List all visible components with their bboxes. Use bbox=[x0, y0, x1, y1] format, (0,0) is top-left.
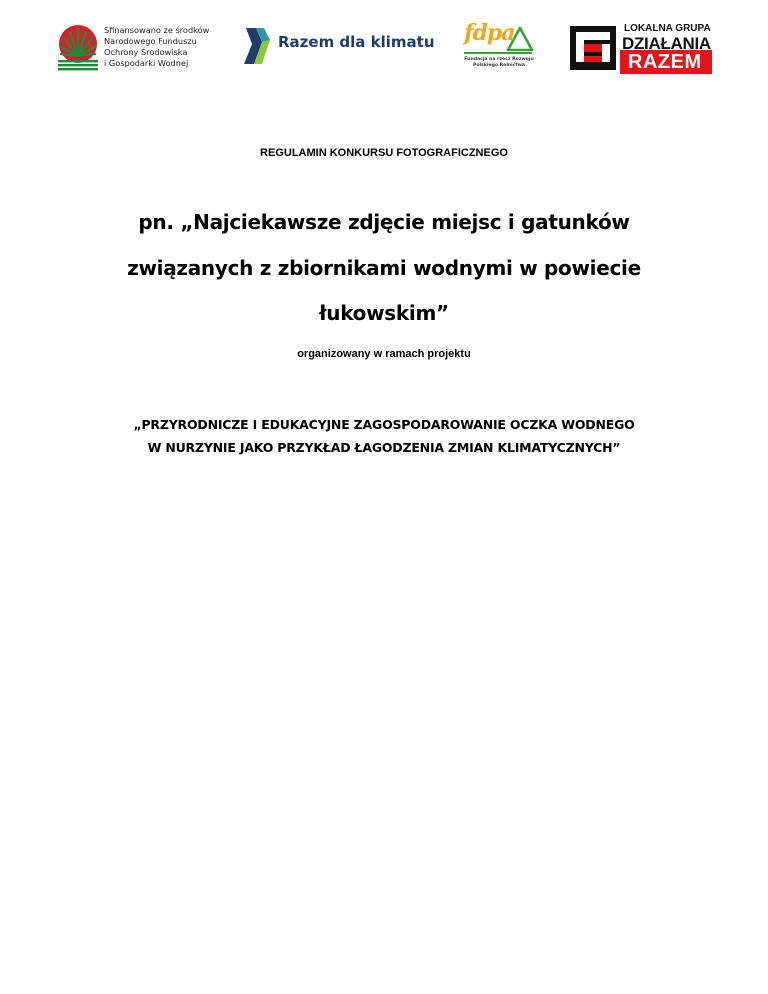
lgd-line-2: DZIAŁANIA bbox=[622, 34, 711, 53]
fdpa-wordmark: fdpa bbox=[464, 20, 515, 46]
nfosigw-caption-line: i Gospodarki Wodnej bbox=[104, 58, 189, 68]
nfosigw-caption-line: Narodowego Funduszu bbox=[104, 36, 197, 46]
lgd-line-3: RAZEM bbox=[628, 51, 702, 73]
fdpa-subtitle-line: Polskiego Rolnictwa bbox=[473, 63, 525, 68]
ribbon-icon bbox=[240, 26, 276, 66]
fdpa-subtitle bbox=[460, 57, 538, 69]
nfosigw-caption bbox=[104, 25, 229, 69]
razem-dla-klimatu-text: Razem dla klimatu bbox=[278, 33, 435, 51]
project-name-line: „PRZYRODNICZE I EDUKACYJNE ZAGOSPODAROWANIE OCZKA WODNEGO bbox=[133, 417, 635, 432]
nfosigw-logo bbox=[56, 22, 226, 72]
nfosigw-caption-line: Ochrony Środowiska bbox=[104, 47, 188, 57]
title-line: pn. „Najciekawsze zdjęcie miejsc i gatunków bbox=[138, 210, 630, 234]
title-line: związanych z zbiornikami wodnymi w powiecie bbox=[127, 256, 641, 280]
fdpa-logo bbox=[460, 20, 538, 74]
organized-note: organizowany w ramach projektu bbox=[297, 348, 471, 360]
razem-dla-klimatu-logo bbox=[240, 26, 435, 66]
lgd-razem-logo bbox=[570, 20, 712, 74]
project-name-line: W NURZYNIE JAKO PRZYKŁAD ŁAGODZENIA ZMIAN KLIMATYCZNYCH” bbox=[147, 440, 621, 455]
lgd-line-1: LOKALNA GRUPA bbox=[624, 23, 711, 34]
nfosigw-emblem-icon bbox=[56, 22, 102, 72]
nfosigw-caption-line: Sfinansowano ze środków bbox=[104, 25, 210, 35]
document-heading: REGULAMIN KONKURSU FOTOGRAFICZNEGO bbox=[260, 147, 508, 159]
fdpa-subtitle-line: Fundacja na rzecz Rozwoju bbox=[464, 57, 534, 62]
title-line: łukowskim” bbox=[319, 301, 449, 325]
